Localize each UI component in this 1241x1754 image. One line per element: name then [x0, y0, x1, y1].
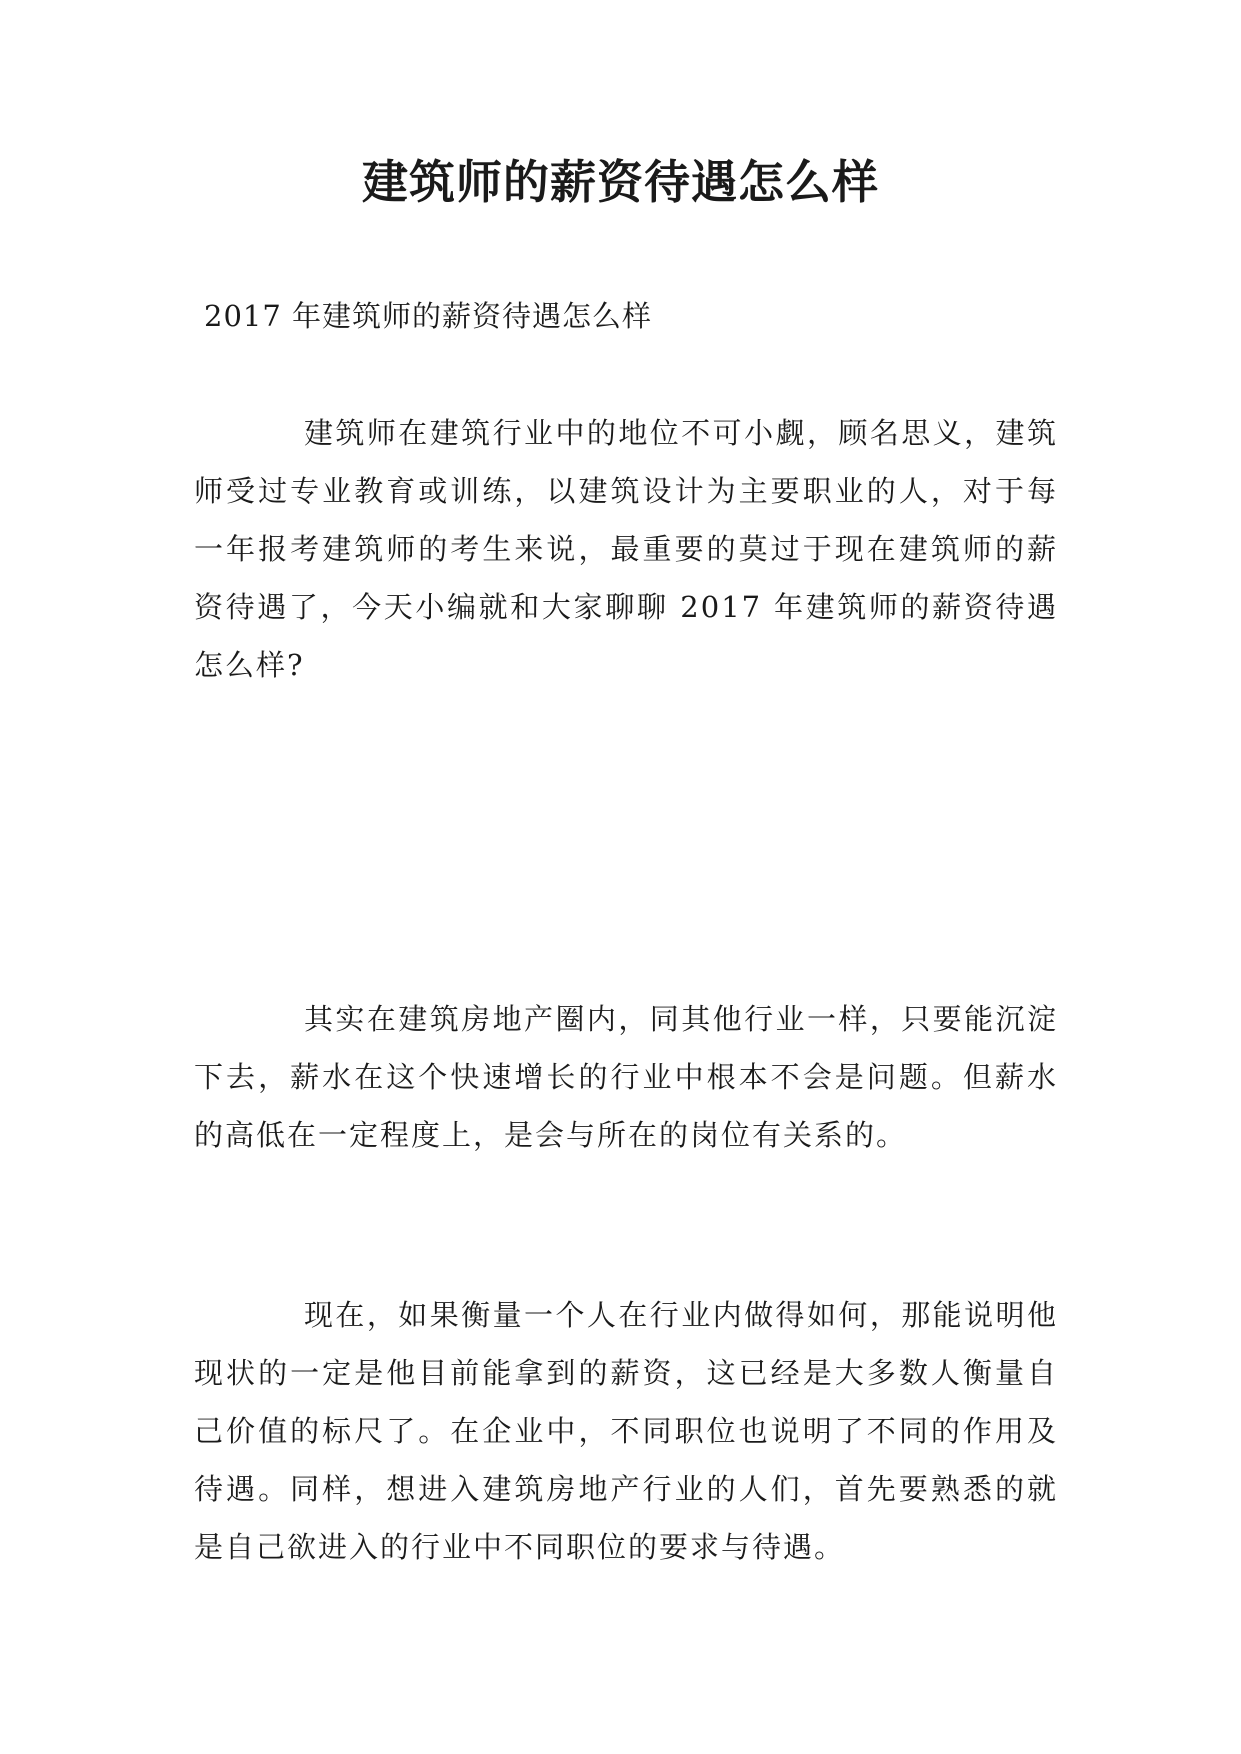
paragraph-3: 现在，如果衡量一个人在行业内做得如何，那能说明他现状的一定是他目前能拿到的薪资，这已经是大多数人衡量自己价值的标尺了。在企业中，不同职位也说明了不同的作用及待遇。同样，想进入建筑房地产行业的人们，首先要熟悉的就是自己欲进入的行业中不同职位的要求与待遇。 — [194, 1298, 1058, 1564]
document-title: 建筑师的薪资待遇怎么样 — [362, 155, 879, 209]
paragraph-2: 其实在建筑房地产圈内，同其他行业一样，只要能沉淀下去，薪水在这个快速增长的行业中根本不会是问题。但薪水的高低在一定程度上，是会与所在的岗位有关系的。 — [194, 1002, 1058, 1152]
paragraph-1: 建筑师在建筑行业中的地位不可小觑，顾名思义，建筑师受过专业教育或训练，以建筑设计为主要职业的人，对于每一年报考建筑师的考生来说，最重要的莫过于现在建筑师的薪资待遇了，今天小编就和大家聊聊 2017 年建筑师的薪资待遇怎么样? — [194, 416, 1058, 682]
document-subtitle: 2017 年建筑师的薪资待遇怎么样 — [204, 299, 653, 333]
